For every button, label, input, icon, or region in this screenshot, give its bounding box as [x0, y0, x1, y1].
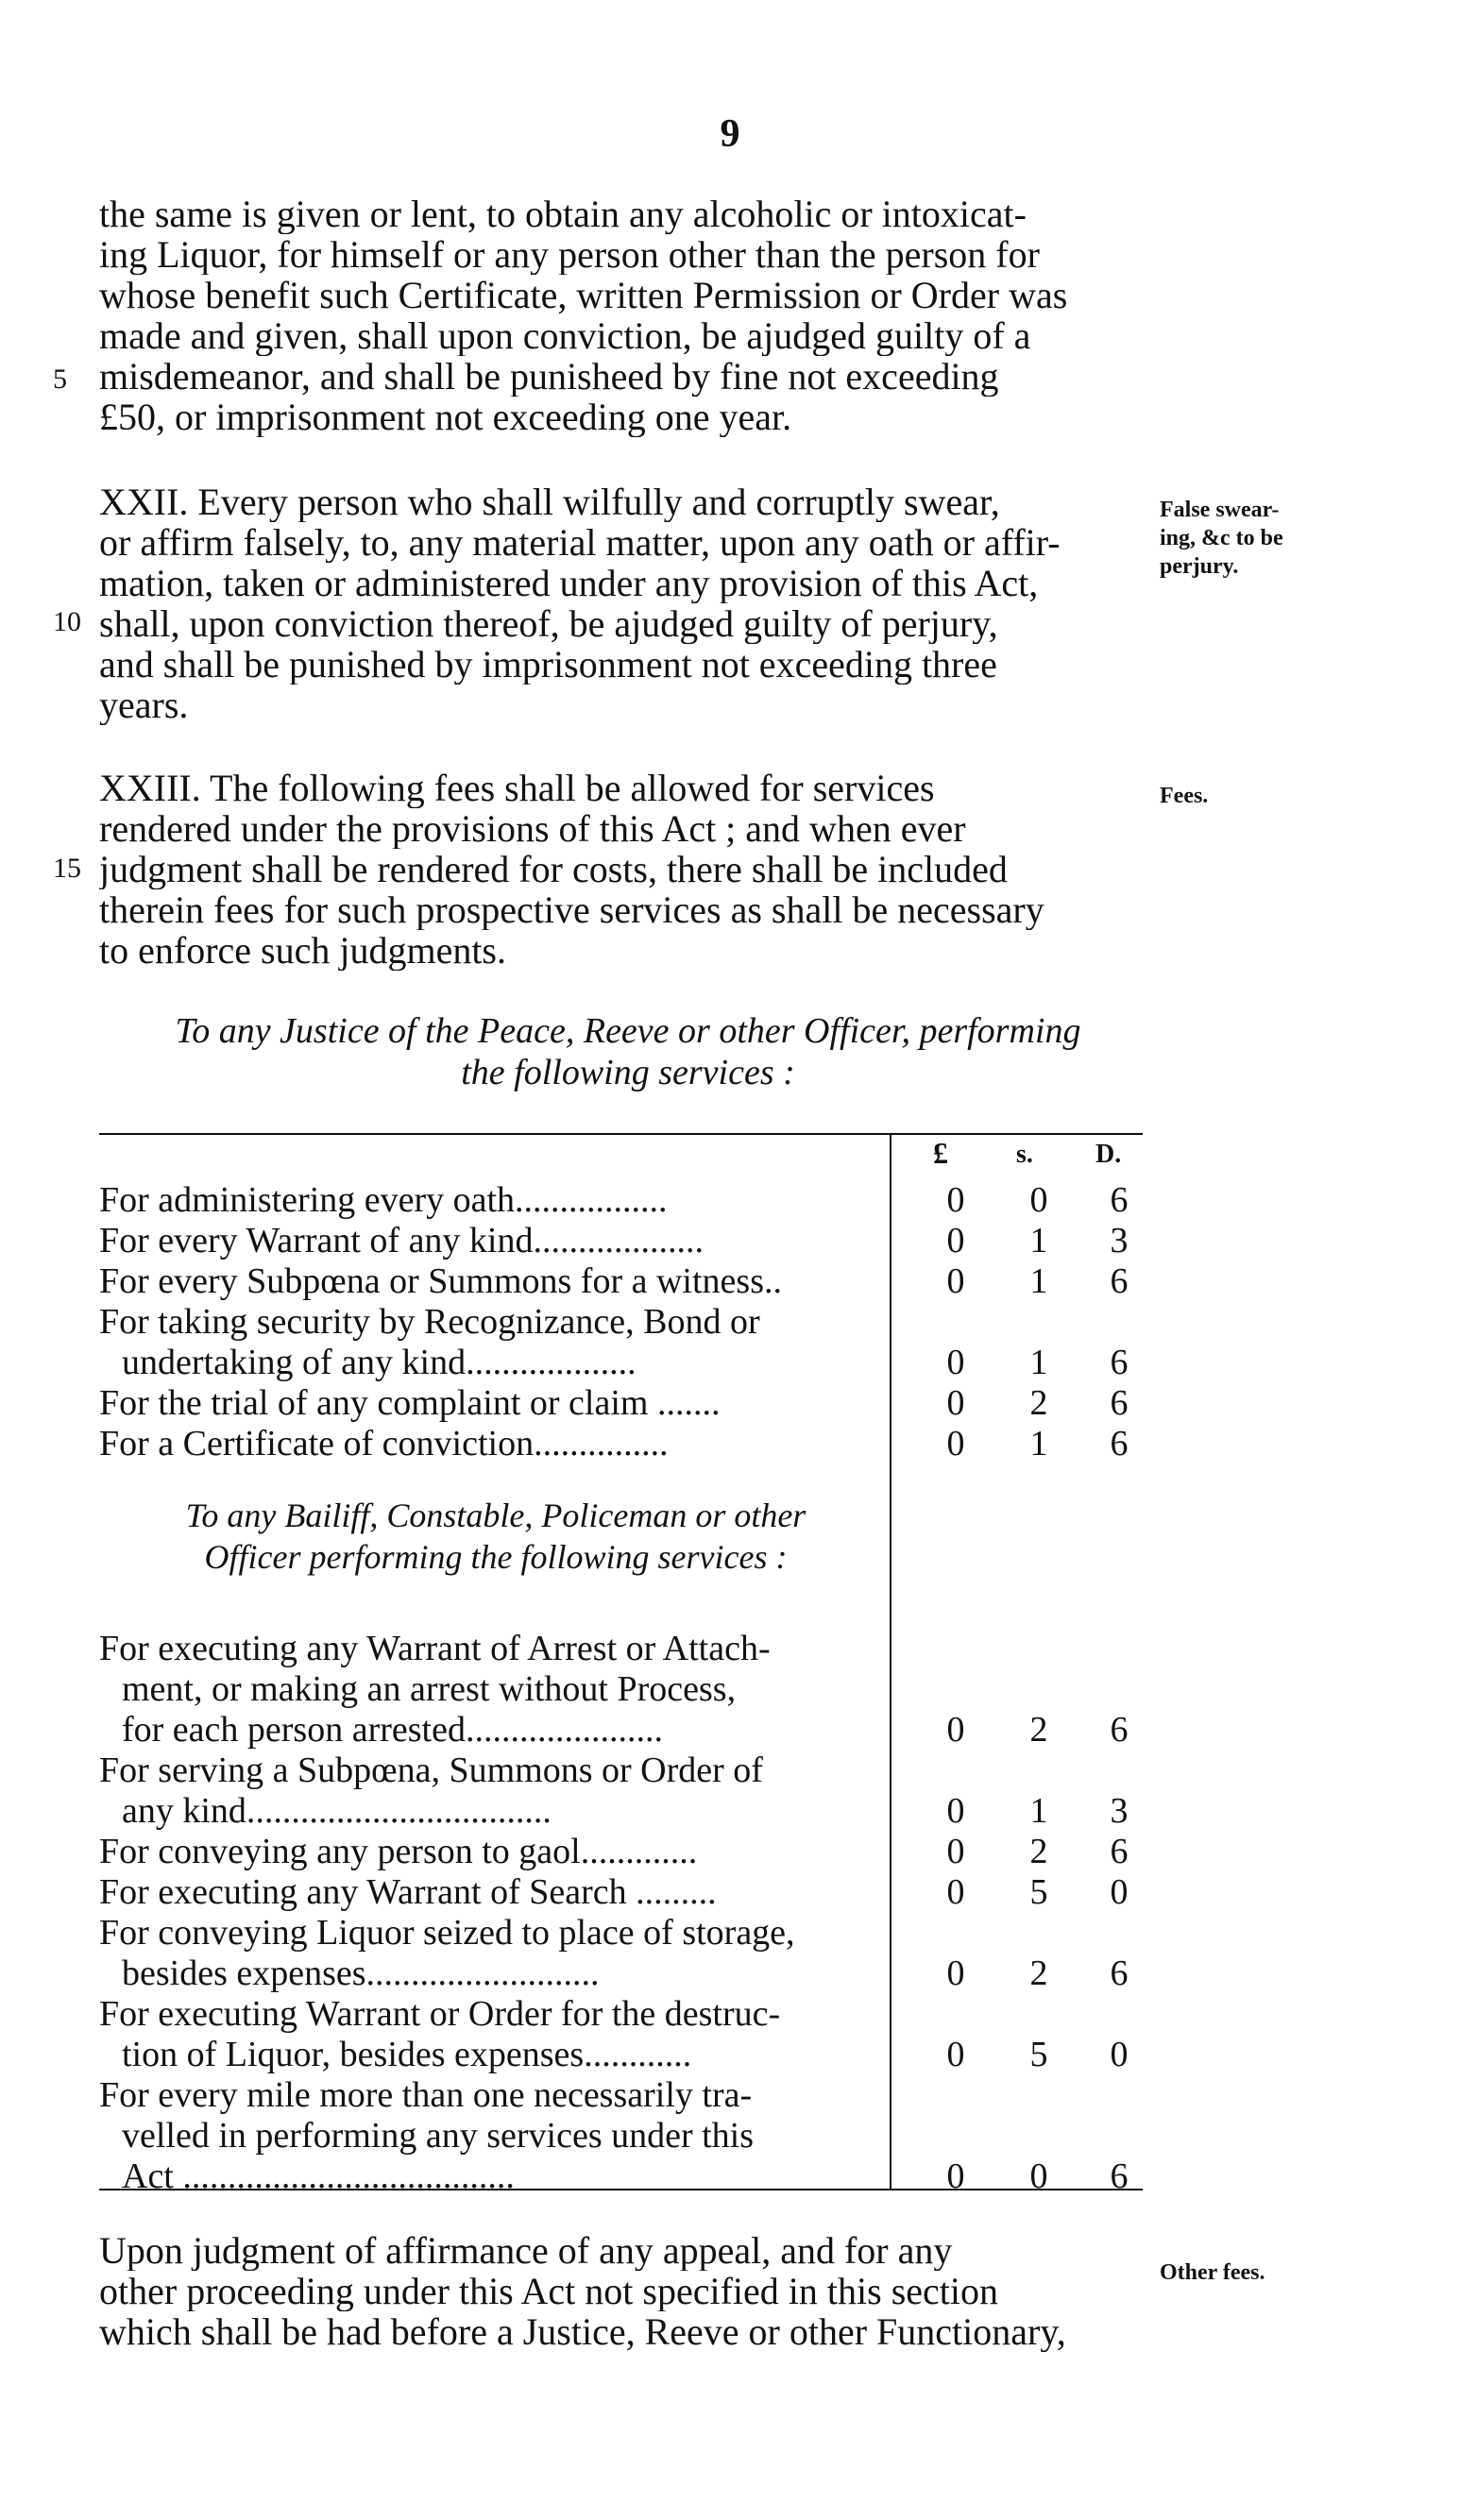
- margin-note-line: perjury.: [1160, 554, 1239, 579]
- margin-note-other-fees: Other fees.: [1160, 2260, 1265, 2285]
- heading-line: the following services :: [461, 1053, 795, 1092]
- fee-description-line: For every Subpœna or Summons for a witness..: [99, 1261, 782, 1301]
- fee-description-line: For executing any Warrant of Arrest or Attach-: [99, 1629, 771, 1668]
- column-header-pence: D.: [1095, 1140, 1122, 1169]
- column-header-shillings: s.: [1016, 1140, 1033, 1169]
- text-line: rendered under the provisions of this Act ; and when ever: [99, 808, 966, 849]
- fee-row: [99, 1180, 1138, 1221]
- fee-pence: 6: [1110, 1383, 1129, 1423]
- margin-note-fees: Fees.: [1160, 784, 1209, 808]
- column-header-pounds: £: [933, 1136, 948, 1170]
- fee-description-line: For executing Warrant or Order for the destruc-: [99, 1994, 781, 2034]
- fee-pounds: 0: [946, 2035, 965, 2074]
- fee-pence: 3: [1110, 1791, 1129, 1831]
- fee-pounds: 0: [946, 1343, 965, 1382]
- fee-description-line: Act .....................................: [122, 2156, 515, 2196]
- fee-description-line: For executing any Warrant of Search .........: [99, 1872, 717, 1912]
- fee-description-line: For conveying Liquor seized to place of storage,: [99, 1913, 795, 1953]
- fee-shillings: 0: [1029, 2156, 1048, 2196]
- heading-line: To any Bailiff, Constable, Policeman or other: [185, 1497, 806, 1534]
- fee-row: [99, 1832, 1138, 1872]
- fee-pence: 6: [1110, 2156, 1129, 2196]
- fee-description-line: ment, or making an arrest without Process,: [122, 1669, 737, 1709]
- text-line: Upon judgment of affirmance of any appeal, and for any: [99, 2230, 953, 2271]
- fee-pounds: 0: [946, 1832, 965, 1871]
- fee-description-line: velled in performing any services under this: [122, 2116, 755, 2156]
- text-line: ing Liquor, for himself or any person other than the person for: [99, 234, 1040, 275]
- heading-line: To any Justice of the Peace, Reeve or other Officer, performing: [175, 1011, 1081, 1051]
- fee-row: [99, 2075, 1138, 2197]
- fee-row: [99, 1629, 1138, 1750]
- fee-shillings: 1: [1029, 1791, 1048, 1831]
- text-line: XXIII. The following fees shall be allowed for services: [99, 768, 935, 808]
- fee-row: [99, 1750, 1138, 1832]
- text-line: the same is given or lent, to obtain any alcoholic or intoxicat-: [99, 194, 1027, 234]
- fee-description-line: For a Certificate of conviction...............: [99, 1424, 669, 1463]
- fee-row: [99, 1913, 1138, 1994]
- text-line: mation, taken or administered under any provision of this Act,: [99, 563, 1039, 603]
- fee-pence: 6: [1110, 1343, 1129, 1382]
- fee-pounds: 0: [946, 1261, 965, 1301]
- heading-line: Officer performing the following services :: [204, 1538, 788, 1576]
- text-line: therein fees for such prospective services as shall be necessary: [99, 889, 1044, 930]
- fee-shillings: 1: [1029, 1343, 1048, 1382]
- fee-row: [99, 1383, 1138, 1424]
- page-number: 9: [720, 112, 740, 156]
- text-line: and shall be punished by imprisonment not exceeding three: [99, 644, 997, 685]
- fee-description-line: besides expenses..........................: [122, 1953, 600, 1993]
- table-top-rule: [99, 1133, 1143, 1135]
- fee-description-line: any kind..................................: [122, 1791, 552, 1831]
- text-line: £50, or imprisonment not exceeding one year.: [99, 397, 792, 437]
- fee-shillings: 1: [1029, 1221, 1048, 1260]
- fee-shillings: 1: [1029, 1261, 1048, 1301]
- fee-row: [99, 1424, 1138, 1464]
- fee-shillings: 5: [1029, 1872, 1048, 1912]
- fees-heading-justice: [99, 1010, 1157, 1093]
- fee-shillings: 5: [1029, 2035, 1048, 2074]
- fee-shillings: 2: [1029, 1710, 1048, 1750]
- text-line: to enforce such judgments.: [99, 930, 506, 971]
- fee-pounds: 0: [946, 1383, 965, 1423]
- fee-row: [99, 1302, 1138, 1383]
- text-line: other proceeding under this Act not specified in this section: [99, 2271, 998, 2311]
- fee-shillings: 2: [1029, 1953, 1048, 1993]
- fee-shillings: 0: [1029, 1180, 1048, 1220]
- fee-pounds: 0: [946, 1221, 965, 1260]
- margin-note-line: ing, &c to be: [1160, 526, 1283, 550]
- text-line: misdemeanor, and shall be punisheed by fine not exceeding: [99, 356, 999, 397]
- fees-heading-bailiff: [99, 1495, 892, 1578]
- fee-pounds: 0: [946, 1424, 965, 1463]
- fee-row: [99, 1261, 1138, 1302]
- fee-pence: 6: [1110, 1261, 1129, 1301]
- text-line: whose benefit such Certificate, written Permission or Order was: [99, 275, 1068, 315]
- fee-description-line: undertaking of any kind...................: [122, 1343, 637, 1382]
- fee-shillings: 2: [1029, 1383, 1048, 1423]
- text-line: made and given, shall upon conviction, be ajudged guilty of a: [99, 315, 1031, 356]
- fee-row: [99, 1872, 1138, 1913]
- fee-description-line: For the trial of any complaint or claim .......: [99, 1383, 721, 1423]
- line-number: 15: [53, 853, 81, 884]
- section-22: [99, 482, 1157, 725]
- line-number: 5: [53, 364, 67, 395]
- fee-pence: 6: [1110, 1953, 1129, 1993]
- fee-pounds: 0: [946, 1710, 965, 1750]
- fee-pence: 6: [1110, 1832, 1129, 1871]
- margin-note-perjury: [1160, 496, 1283, 581]
- section-23: [99, 768, 1157, 971]
- fee-pounds: 0: [946, 1180, 965, 1220]
- fee-row: [99, 1994, 1138, 2075]
- fee-description-line: tion of Liquor, besides expenses............: [122, 2035, 692, 2074]
- text-line: years.: [99, 685, 189, 725]
- fee-pence: 6: [1110, 1710, 1129, 1750]
- paragraph-bottom: [99, 2230, 1157, 2352]
- line-number: 10: [53, 606, 81, 637]
- fee-pence: 6: [1110, 1424, 1129, 1463]
- fee-pence: 6: [1110, 1180, 1129, 1220]
- text-line: or affirm falsely, to, any material matter, upon any oath or affir-: [99, 522, 1061, 563]
- fee-shillings: 1: [1029, 1424, 1048, 1463]
- fee-pounds: 0: [946, 1953, 965, 1993]
- fee-shillings: 2: [1029, 1832, 1048, 1871]
- margin-note-line: False swear-: [1160, 498, 1280, 522]
- fee-pounds: 0: [946, 1872, 965, 1912]
- fee-description-line: For every Warrant of any kind...................: [99, 1221, 704, 1260]
- text-line: which shall be had before a Justice, Reeve or other Functionary,: [99, 2311, 1066, 2352]
- fee-pence: 0: [1110, 1872, 1129, 1912]
- fee-pence: 3: [1110, 1221, 1129, 1260]
- text-line: judgment shall be rendered for costs, there shall be included: [99, 849, 1008, 889]
- fee-description-line: For every mile more than one necessarily tra-: [99, 2075, 753, 2115]
- fee-description-line: For conveying any person to gaol.............: [99, 1832, 698, 1871]
- fee-description-line: For administering every oath.................: [99, 1180, 668, 1220]
- paragraph-top: [99, 194, 1157, 437]
- fee-description-line: For taking security by Recognizance, Bond or: [99, 1302, 760, 1342]
- fee-pounds: 0: [946, 2156, 965, 2196]
- fee-description-line: for each person arrested......................: [122, 1710, 663, 1750]
- fee-pence: 0: [1110, 2035, 1129, 2074]
- fee-description-line: For serving a Subpœna, Summons or Order of: [99, 1750, 763, 1790]
- fee-pounds: 0: [946, 1791, 965, 1831]
- text-line: XXII. Every person who shall wilfully and corruptly swear,: [99, 482, 1000, 522]
- fee-row: [99, 1221, 1138, 1261]
- text-line: shall, upon conviction thereof, be ajudged guilty of perjury,: [99, 603, 998, 644]
